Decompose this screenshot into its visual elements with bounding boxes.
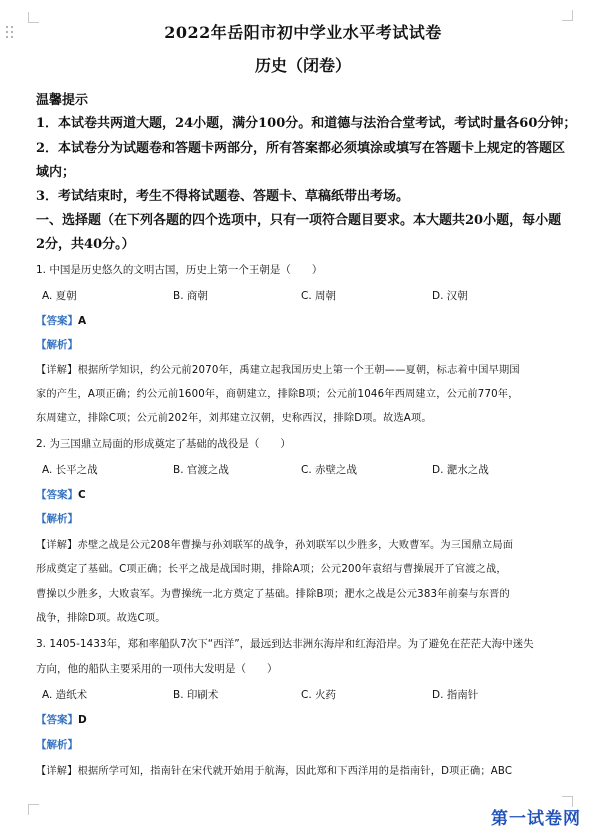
answer-value: C (78, 489, 86, 501)
answer-tag: 【答案】 (36, 315, 78, 327)
detail-tag: 【详解】 (36, 540, 78, 551)
drag-handle-icon[interactable] (6, 26, 14, 38)
page-title: 2022年岳阳市初中学业水平考试试卷 (164, 23, 442, 42)
answer-value: D (78, 714, 87, 726)
analysis-tag: 【解析】 (36, 513, 78, 525)
question-stem: 3. 1405-1433年，郑和率船队7次下“西洋”，最远到达非洲东海岸和红海沿岸。为了避免在茫茫大海中迷失 (36, 638, 534, 650)
notice-item: 3．考试结束时，考生不得将试题卷、答题卡、草稿纸带出考场。 (36, 189, 410, 204)
watermark-logo: 第一试卷网 (491, 809, 581, 829)
detail-text (36, 361, 520, 376)
option-c[interactable]: C. 周朝 (301, 290, 337, 302)
question-stem-cont: 方向，他的船队主要采用的一项伟大发明是（ ） (36, 663, 278, 675)
detail-line: 根据所学知识，约公元前2070年，禹建立起我国历史上第一个王朝——夏朝，标志着中国早期国 (77, 365, 520, 376)
option-a[interactable]: A. 长平之战 (42, 464, 98, 476)
detail-line: 战争，排除D项。故选C项。 (36, 613, 166, 624)
answer-label (36, 712, 87, 727)
page-subtitle: 历史（闭卷） (254, 56, 351, 75)
section-heading-cont: 2分，共40分。） (36, 237, 135, 252)
notice-item: 1．本试卷共两道大题，24小题，满分100分。和道德与法治合堂考试，考试时量各60分钟； (36, 116, 577, 131)
detail-line: 形成奠定了基础。C项正确；长平之战是战国时期，排除A项；公元200年袁绍与曹操展开了官渡之战， (36, 564, 507, 575)
question-stem: 1. 中国是历史悠久的文明古国，历史上第一个王朝是（ ） (36, 264, 323, 276)
analysis-tag: 【解析】 (36, 739, 78, 751)
question-stem: 2. 为三国鼎立局面的形成奠定了基础的战役是（ ） (36, 438, 291, 450)
option-d[interactable]: D. 淝水之战 (432, 464, 489, 476)
notice-heading: 温馨提示 (36, 93, 89, 108)
section-heading: 一、选择题（在下列各题的四个选项中，只有一项符合题目要求。本大题共20小题，每小题 (36, 213, 562, 228)
answer-tag: 【答案】 (36, 489, 78, 501)
answer-label (36, 313, 86, 328)
notice-item: 域内； (36, 165, 76, 180)
detail-line: 东周建立，排除C项；公元前202年，刘邦建立汉朝，史称西汉，排除D项。故选A项。 (36, 413, 432, 424)
detail-text (36, 762, 512, 777)
detail-tag: 【详解】 (36, 365, 78, 376)
option-d[interactable]: D. 汉朝 (432, 290, 468, 302)
option-c[interactable]: C. 赤壁之战 (301, 464, 358, 476)
notice-item: 2．本试卷分为试题卷和答题卡两部分，所有答案都必须填涂或填写在答题卡上规定的答题区 (36, 141, 566, 156)
answer-label (36, 487, 86, 502)
detail-line: 曹操以少胜多，大败袁军。为曹操统一北方奠定了基础。排除B项；淝水之战是公元383年前秦与东晋的 (36, 589, 510, 600)
option-b[interactable]: B. 印刷术 (173, 689, 219, 701)
detail-line: 家的产生，A项正确；约公元前1600年，商朝建立，排除B项；公元前1046年西周建立，公元前770年， (36, 389, 519, 400)
detail-line: 赤壁之战是公元208年曹操与孙刘联军的战争，孙刘联军以少胜多，大败曹军。为三国鼎立局面 (77, 540, 514, 551)
option-d[interactable]: D. 指南针 (432, 689, 479, 701)
detail-tag: 【详解】 (36, 766, 78, 777)
crop-mark-bottom-left (28, 804, 39, 815)
analysis-tag: 【解析】 (36, 339, 78, 351)
option-c[interactable]: C. 火药 (301, 689, 337, 701)
detail-line: 根据所学可知，指南针在宋代就开始用于航海，因此郑和下西洋用的是指南针，D项正确；ABC (77, 766, 513, 777)
option-b[interactable]: B. 官渡之战 (173, 464, 229, 476)
answer-tag: 【答案】 (36, 714, 78, 726)
option-a[interactable]: A. 造纸术 (42, 689, 88, 701)
option-b[interactable]: B. 商朝 (173, 290, 208, 302)
detail-text (36, 536, 513, 551)
answer-value: A (78, 315, 87, 327)
option-a[interactable]: A. 夏朝 (42, 290, 77, 302)
